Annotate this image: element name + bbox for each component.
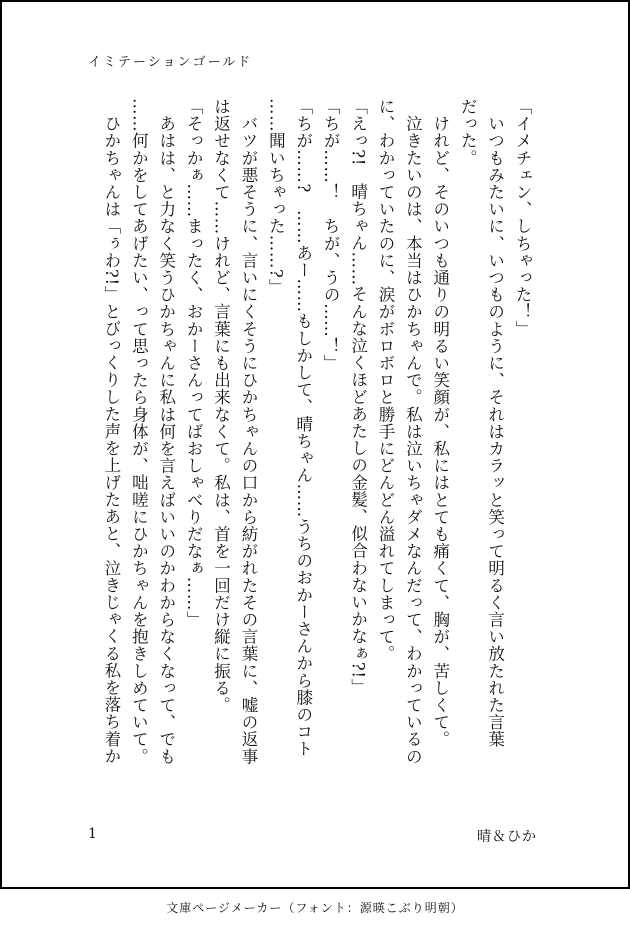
text-line: 「イメチェン、しちゃった！」 — [513, 98, 532, 338]
running-title: イミテーションゴールド — [88, 55, 253, 70]
text-line: 「そっかぁ……まったく、おかーさんってばおしゃべりだなぁ……」 — [184, 98, 204, 629]
body-text — [76, 98, 536, 818]
text-line: あはは、と力なく笑うひかちゃんに私は何を言えばいいのかわからなくなって、でも — [156, 98, 176, 765]
author-name: 晴＆ひか — [477, 829, 537, 845]
text-line: だった。 — [458, 98, 478, 167]
text-line: けれど、そのいつも通りの明るい笑顔が、私にはとても痛くて、胸が、苦しくて。 — [430, 98, 450, 748]
text-line: に、わかっていたのに、涙がボロボロと勝手にどんどん溢れてしまって。 — [375, 98, 395, 663]
text-line: バツが悪そうに、言いにくそうにひかちゃんの口から紡がれたその言葉に、嘘の返事 — [238, 98, 258, 765]
text-line: ……何かをしてあげたい、って思ったら身体が、咄嗟にひかちゃんを抱きしめていて。 — [129, 98, 149, 765]
text-line: 「ちが……！ ちが、うの……！」 — [321, 98, 341, 372]
footer-credit: 文庫ページメーカー（フォント：源暎こぶり明朝） — [166, 901, 464, 915]
text-line: ひかちゃんは「ぅわ?!」とびっくりした声を上げたあと、泣きじゃくる私を落ち着か — [101, 98, 121, 765]
text-line: ……聞いちゃった……?」 — [266, 98, 286, 296]
text-line: 泣きたいのは、本当はひかちゃんで。私は泣いちゃダメなんだって、わかっているの — [403, 98, 423, 765]
page-number: 1 — [88, 826, 97, 842]
text-line: 「ちが……? ……あー……もしかして、晴ちゃん……うちのおかーさんから膝のコト — [293, 98, 313, 758]
text-line: は返せなくて……けれど、言葉にも出来なくて。私は、首を一回だけ縦に振る。 — [211, 98, 231, 714]
text-line: いつもみたいに、いつものように、それはカラッと笑って明るく言い放たれた言葉 — [485, 98, 505, 748]
text-line: 「えっ?! 晴ちゃん……そんな泣くほどあたしの金髪、似合わないかなぁ?!」 — [348, 98, 368, 696]
